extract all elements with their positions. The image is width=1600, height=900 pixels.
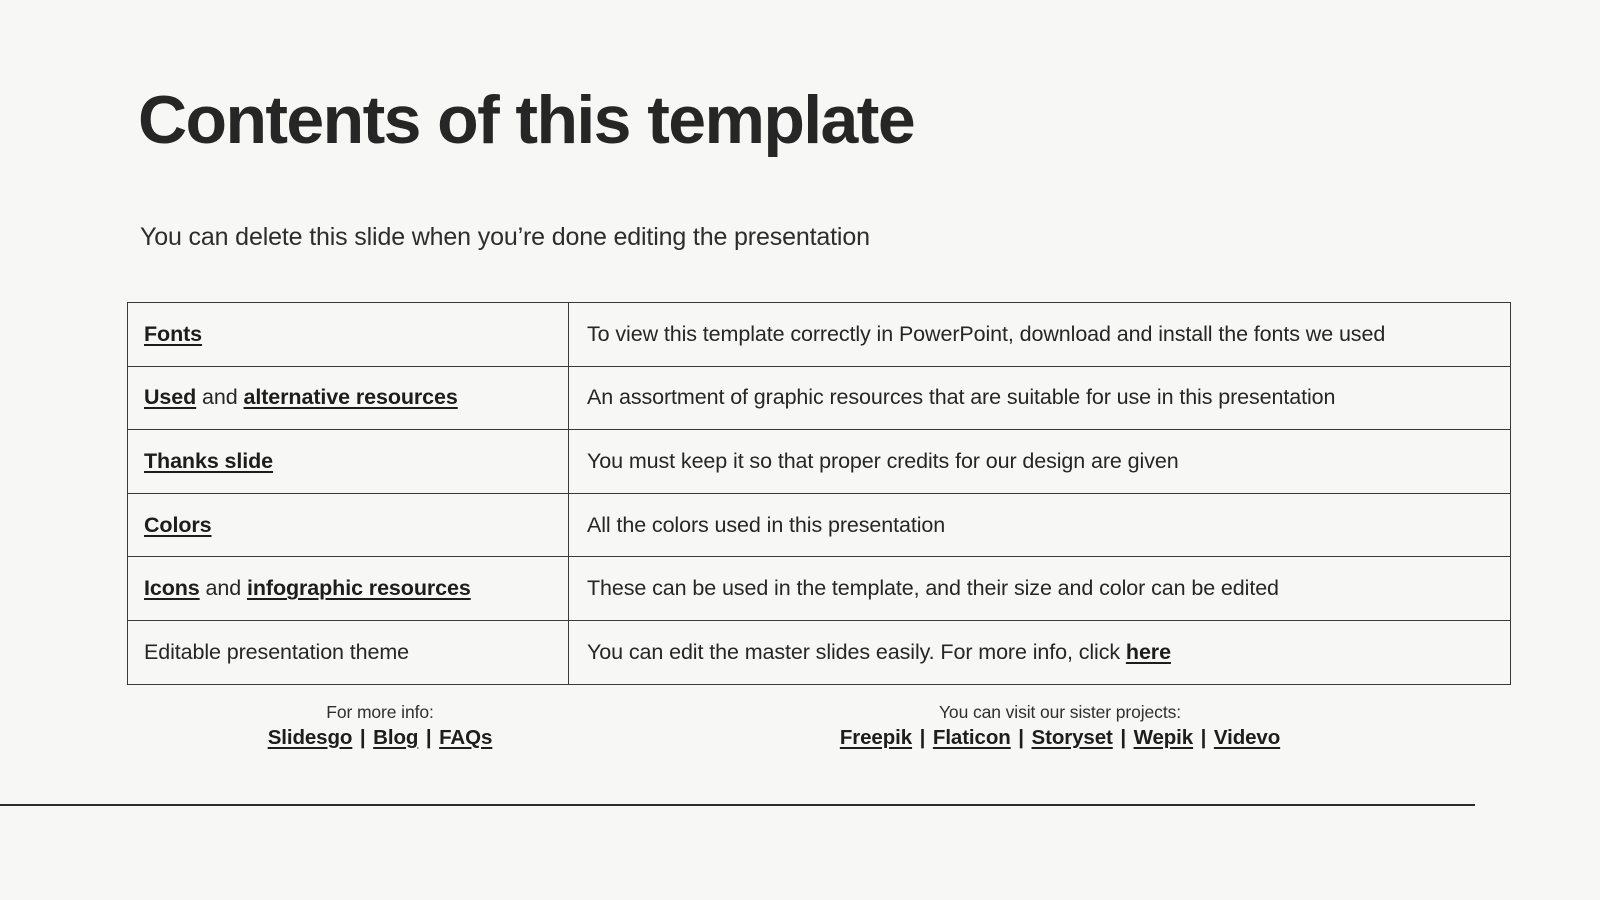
footer <box>0 702 1600 762</box>
table-cell-description-5 <box>569 620 1511 684</box>
table-cell-description-4 <box>569 557 1511 621</box>
footer-links-sister-projects <box>800 726 1320 750</box>
row-4-description-text-0: These can be used in the template, and their size and color can be edited <box>587 576 1279 601</box>
row-1-label-link-2[interactable]: alternative resources <box>243 385 458 410</box>
row-3-label-link-0[interactable]: Colors <box>144 512 212 537</box>
table-row <box>128 620 1511 684</box>
footer-link-videvo[interactable]: Videvo <box>1213 725 1281 749</box>
row-4-label-text-1: and <box>199 576 247 601</box>
row-5-description-text-0: You can edit the master slides easily. For more info, click <box>587 639 1126 664</box>
table-cell-label-2 <box>128 430 569 494</box>
table-cell-description-1 <box>569 366 1511 430</box>
row-4-label-link-0[interactable]: Icons <box>144 576 200 601</box>
table-row <box>128 430 1511 494</box>
contents-table-body <box>128 303 1511 685</box>
table-cell-label-5 <box>128 620 569 684</box>
row-0-label-link-0[interactable]: Fonts <box>144 321 203 346</box>
table-row <box>128 493 1511 557</box>
row-1-label-link-0[interactable]: Used <box>144 385 197 410</box>
table-cell-label-1 <box>128 366 569 430</box>
table-cell-label-4 <box>128 557 569 621</box>
footer-link-separator: | <box>1114 725 1132 749</box>
footer-link-freepik[interactable]: Freepik <box>839 725 913 749</box>
table-cell-description-3 <box>569 493 1511 557</box>
footer-link-separator: | <box>1195 725 1212 749</box>
page-subtitle: You can delete this slide when you’re done editing the presentation <box>140 223 870 251</box>
footer-links-more-info <box>180 726 580 750</box>
table-row <box>128 303 1511 367</box>
row-1-label-text-1: and <box>196 385 244 410</box>
footer-link-flaticon[interactable]: Flaticon <box>932 725 1011 749</box>
footer-link-separator: | <box>1012 725 1030 749</box>
footer-link-blog[interactable]: Blog <box>373 725 419 749</box>
footer-link-separator: | <box>914 725 931 749</box>
footer-link-slidesgo[interactable]: Slidesgo <box>267 725 353 749</box>
row-0-description-text-0: To view this template correctly in PowerPoint, download and install the fonts we used <box>587 321 1386 346</box>
table-cell-description-2 <box>569 430 1511 494</box>
footer-link-faqs[interactable]: FAQs <box>439 725 493 749</box>
footer-group-more-info <box>180 702 580 750</box>
row-3-description-text-0: All the colors used in this presentation <box>587 512 946 537</box>
footer-group-sister-projects <box>800 702 1320 750</box>
row-4-label-link-2[interactable]: infographic resources <box>246 576 471 601</box>
footer-caption-sister-projects: You can visit our sister projects: <box>938 702 1182 722</box>
row-5-label-text-0: Editable presentation theme <box>144 639 410 664</box>
contents-table <box>127 302 1511 685</box>
row-1-description-text-0: An assortment of graphic resources that are suitable for use in this presentation <box>587 385 1336 410</box>
bottom-divider <box>0 804 1475 806</box>
table-row <box>128 557 1511 621</box>
footer-link-storyset[interactable]: Storyset <box>1031 725 1113 749</box>
footer-link-separator: | <box>354 725 372 749</box>
row-2-label-link-0[interactable]: Thanks slide <box>144 448 274 473</box>
table-cell-label-0 <box>128 303 569 367</box>
footer-caption-more-info: For more info: <box>326 702 434 722</box>
row-5-description-link-1[interactable]: here <box>1125 639 1171 664</box>
row-2-description-text-0: You must keep it so that proper credits for our design are given <box>587 448 1179 473</box>
page-title: Contents of this template <box>138 82 915 158</box>
table-cell-description-0 <box>569 303 1511 367</box>
table-cell-label-3 <box>128 493 569 557</box>
footer-link-wepik[interactable]: Wepik <box>1133 725 1194 749</box>
footer-link-separator: | <box>420 725 438 749</box>
table-row <box>128 366 1511 430</box>
